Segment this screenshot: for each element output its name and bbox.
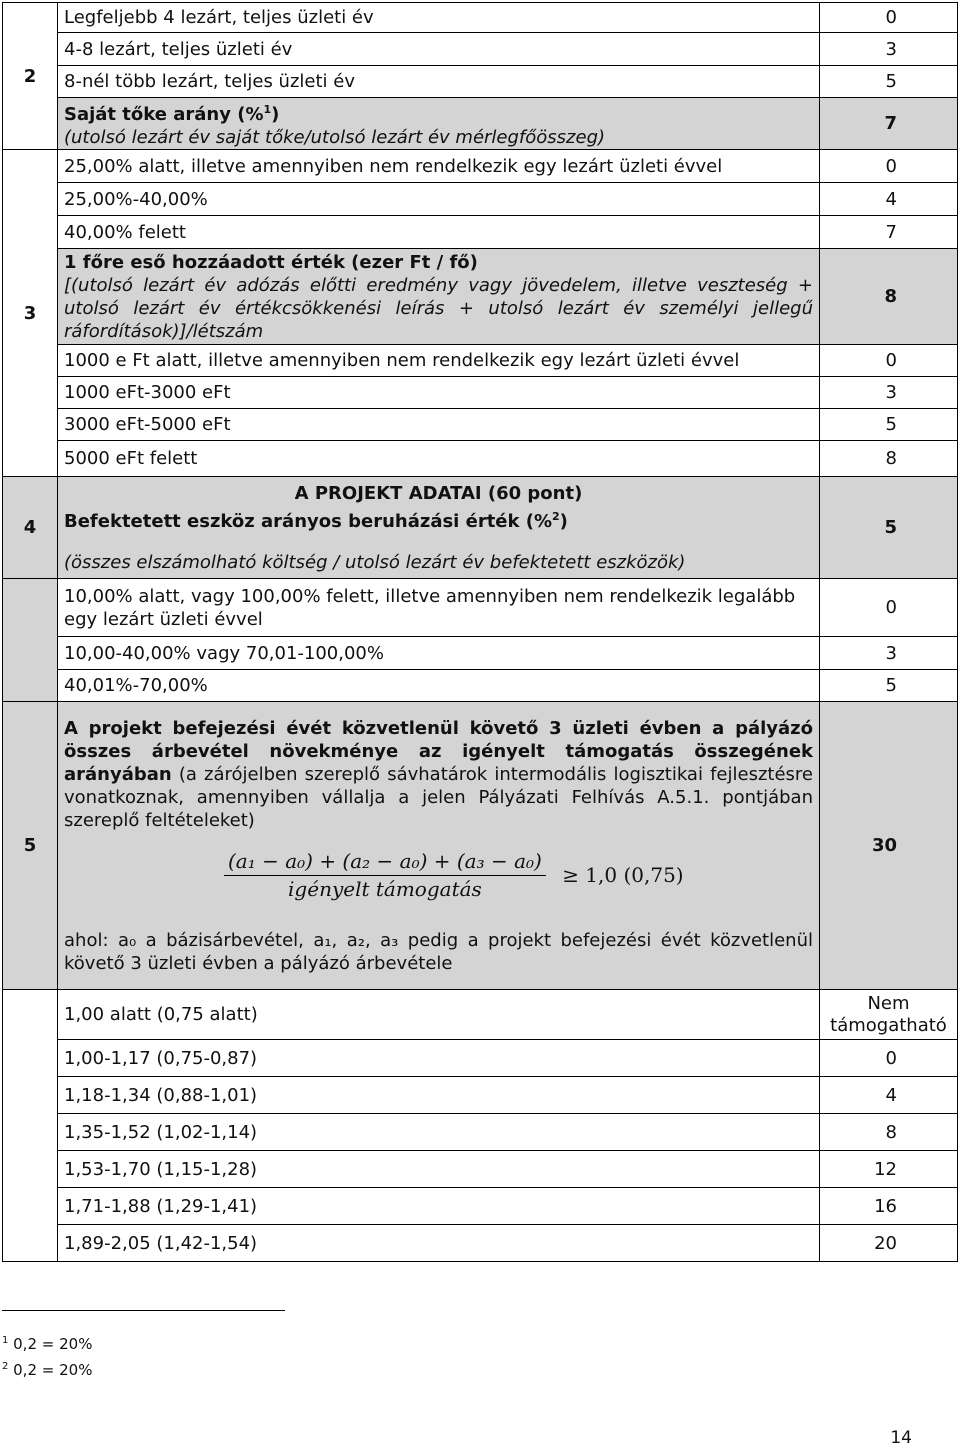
row-text: 25,00% alatt, illetve amennyiben nem rendelkezik egy lezárt üzleti évvel — [58, 150, 820, 183]
row-points: 16 — [820, 1188, 958, 1225]
row-text: Legfeljebb 4 lezárt, teljes üzleti év — [58, 3, 820, 33]
row-text: 8-nél több lezárt, teljes üzleti év — [58, 66, 820, 98]
row-points: 8 — [820, 441, 958, 477]
formula-numerator: (a₁ − a₀) + (a₂ − a₀) + (a₃ − a₀) — [224, 850, 546, 876]
row-text: 1,89-2,05 (1,42-1,54) — [58, 1225, 820, 1262]
section-number-5: 5 — [3, 702, 58, 990]
section-number-3: 3 — [3, 150, 58, 477]
page-number: 14 — [890, 1428, 912, 1448]
criterion-max-points: 30 — [820, 702, 958, 990]
formula-note: ahol: a₀ a bázisárbevétel, a₁, a₂, a₃ pedig a projekt befejezési évét közvetlenül követő 3 üzleti évben a pályázó árbevétele — [64, 929, 813, 974]
row-text: 1000 eFt-3000 eFt — [58, 377, 820, 409]
footnote-mark: 2 — [2, 1361, 9, 1372]
criterion-title: Saját tőke arány (% — [64, 104, 264, 125]
row-text: 1,53-1,70 (1,15-1,28) — [58, 1151, 820, 1188]
section-5-spacer — [3, 990, 58, 1262]
row-text: 1,00 alatt (0,75 alatt) — [58, 990, 820, 1040]
footnote-2 — [2, 1358, 92, 1379]
formula-denominator: igényelt támogatás — [288, 876, 482, 901]
row-text: 4-8 lezárt, teljes üzleti év — [58, 33, 820, 66]
row-points: 0 — [820, 345, 958, 377]
row-points: 3 — [820, 637, 958, 670]
row-points: 4 — [820, 1077, 958, 1114]
criterion-title-end: ) — [271, 104, 280, 125]
row-text: 5000 eFt felett — [58, 441, 820, 477]
row-text: 1,35-1,52 (1,02-1,14) — [58, 1114, 820, 1151]
row-points: 3 — [820, 33, 958, 66]
criterion-title: Befektetett eszköz arányos beruházási érték (% — [64, 510, 553, 532]
section-number-2: 2 — [3, 3, 58, 150]
criterion-header-equity-ratio — [58, 98, 820, 150]
footnote-1 — [2, 1332, 92, 1353]
row-points: 20 — [820, 1225, 958, 1262]
criterion-description: (a zárójelben szereplő sávhatárok intermodális logisztikai fejlesztésre vonatkoznak, amennyiben vállalja a jelen Pályázati Felhívás A.5.1. pontjában szereplő feltételeket) — [64, 763, 813, 831]
formula-fraction — [224, 850, 546, 901]
formula-threshold: ≥ 1,0 (0,75) — [562, 862, 684, 887]
row-text: 3000 eFt-5000 eFt — [58, 409, 820, 441]
criterion-max-points: 5 — [820, 477, 958, 579]
row-text: 10,00-40,00% vagy 70,01-100,00% — [58, 637, 820, 670]
row-text: 1000 e Ft alatt, illetve amennyiben nem rendelkezik egy lezárt üzleti évvel — [58, 345, 820, 377]
footnote-ref: 1 — [263, 103, 272, 116]
section-number-4: 4 — [3, 477, 58, 579]
criterion-header-added-value — [58, 249, 820, 345]
criterion-formula: (utolsó lezárt év saját tőke/utolsó lezárt év mérlegfőösszeg) — [64, 127, 606, 148]
row-text: 1,71-1,88 (1,29-1,41) — [58, 1188, 820, 1225]
row-points: 12 — [820, 1151, 958, 1188]
row-text: 10,00% alatt, vagy 100,00% felett, illetve amennyiben nem rendelkezik legalább egy lezárt üzleti évvel — [58, 579, 820, 637]
criterion-formula: (összes elszámolható költség / utolsó lezárt év befektetett eszközök) — [64, 551, 686, 573]
row-points: 5 — [820, 409, 958, 441]
row-text: 1,00-1,17 (0,75-0,87) — [58, 1040, 820, 1077]
row-text: 40,01%-70,00% — [58, 670, 820, 702]
row-points: 0 — [820, 150, 958, 183]
row-points: 8 — [820, 1114, 958, 1151]
row-text: 25,00%-40,00% — [58, 183, 820, 216]
row-points: 7 — [820, 216, 958, 249]
criterion-title-end: ) — [559, 510, 568, 532]
row-points: 0 — [820, 579, 958, 637]
criterion-max-points: 7 — [820, 98, 958, 150]
criterion-title: A projekt befejezési évét közvetlenül követő 3 üzleti évben a pályázó összes árbevétel növekménye az igényelt támogatás összegének arányában — [64, 717, 813, 785]
footnote-ref: 2 — [552, 509, 560, 523]
project-section-title: A PROJEKT ADATAI (60 pont) — [294, 482, 583, 504]
row-points: 5 — [820, 670, 958, 702]
scoring-table — [2, 2, 958, 1262]
row-points: Nem támogatható — [820, 990, 958, 1040]
row-text: 1,18-1,34 (0,88-1,01) — [58, 1077, 820, 1114]
criterion-max-points: 8 — [820, 249, 958, 345]
criterion-title: 1 főre eső hozzáadott érték (ezer Ft / fő) — [64, 251, 478, 273]
row-points: 0 — [820, 3, 958, 33]
criterion-header-revenue-growth — [58, 702, 820, 990]
footnote-text: 0,2 = 20% — [8, 1335, 93, 1353]
section-number-4-spacer — [3, 579, 58, 702]
row-points: 4 — [820, 183, 958, 216]
row-text: 40,00% felett — [58, 216, 820, 249]
criterion-formula: [(utolsó lezárt év adózás előtti eredmény vagy jövedelem, illetve veszteség + utolsó lezárt év értékcsökkenési leírás + utolsó lezárt év személyi jellegű ráfordítások)]/létszám — [64, 274, 813, 342]
revenue-formula — [224, 850, 813, 901]
footnote-mark: 1 — [2, 1335, 9, 1346]
criterion-header-investment — [58, 477, 820, 579]
row-points: 0 — [820, 1040, 958, 1077]
footnote-text: 0,2 = 20% — [8, 1361, 93, 1379]
row-points: 5 — [820, 66, 958, 98]
footnote-separator — [2, 1310, 285, 1311]
row-points: 3 — [820, 377, 958, 409]
